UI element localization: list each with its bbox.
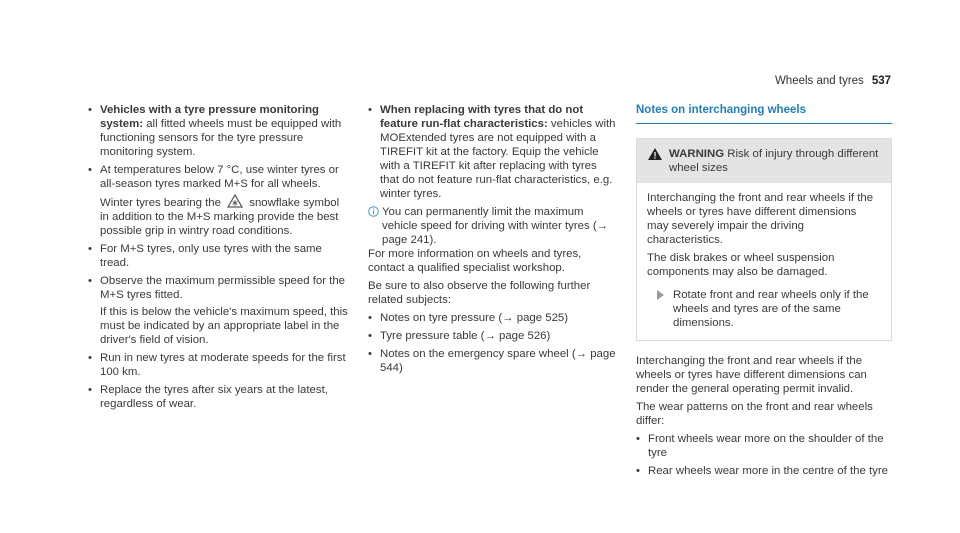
step-text: Rotate front and rear wheels only if the wheels and tyres are of the same dimensions. xyxy=(673,289,869,329)
info-icon xyxy=(368,206,379,217)
bullet: • xyxy=(88,384,92,396)
snowflake-mountain-icon xyxy=(227,194,243,208)
link-item[interactable] xyxy=(368,311,618,325)
page-header xyxy=(775,74,891,88)
section-title: Notes on interchanging wheels xyxy=(636,103,892,124)
warning-paragraph: Interchanging the front and rear wheels if the wheels or tyres have different dimensions may severely impair the driving characteristics. xyxy=(647,192,874,246)
link-item[interactable] xyxy=(368,329,618,343)
bullet: • xyxy=(636,433,640,445)
bullet: • xyxy=(88,243,92,255)
list-item xyxy=(88,274,350,347)
item-text: For M+S tyres, only use tyres with the same tread. xyxy=(100,243,322,269)
link-text[interactable]: Notes on the emergency spare wheel (→ page 544) xyxy=(380,348,616,374)
action-step xyxy=(647,288,881,330)
warning-body xyxy=(637,183,891,340)
page-number: 537 xyxy=(871,75,891,87)
link-item[interactable] xyxy=(368,347,618,375)
list-item xyxy=(88,351,350,379)
item-text: Front wheels wear more on the shoulder of the tyre xyxy=(648,433,884,459)
warning-paragraph: The disk brakes or wheel suspension components may also be damaged. xyxy=(647,252,835,278)
item-subtext xyxy=(100,194,350,238)
warning-label: WARNING xyxy=(669,148,725,160)
bullet: • xyxy=(368,348,372,360)
list-item xyxy=(88,163,350,238)
item-heading: When replacing with tyres that do not feature run-flat characteristics: xyxy=(380,104,584,130)
bullet: • xyxy=(636,465,640,477)
item-text: Rear wheels wear more in the centre of the tyre xyxy=(648,465,888,477)
item-text: Run in new tyres at moderate speeds for the first 100 km. xyxy=(100,352,346,378)
item-heading: Vehicles with a tyre pressure monitoring system: xyxy=(100,104,320,130)
list-item xyxy=(88,103,350,159)
list-item xyxy=(636,464,892,478)
warning-triangle-icon xyxy=(647,147,663,161)
list-item xyxy=(636,432,892,460)
header-title: Wheels and tyres xyxy=(774,75,864,87)
paragraph: The wear patterns on the front and rear wheels differ: xyxy=(636,401,873,427)
item-subtext: If this is below the vehicle's maximum speed, this must be indicated by an appropriate label in the driver's field of vision. xyxy=(100,306,348,346)
item-text: Observe the maximum permissible speed for the M+S tyres fitted. xyxy=(100,275,345,301)
list-item xyxy=(88,383,350,411)
item-text: At temperatures below 7 °C, use winter tyres or all-season tyres marked M+S for all wheels. xyxy=(100,164,339,190)
bullet: • xyxy=(368,330,372,342)
link-text[interactable]: Notes on tyre pressure (→ page 525) xyxy=(380,312,569,324)
paragraph: Be sure to also observe the following further related subjects: xyxy=(368,280,591,306)
play-arrow-icon xyxy=(657,290,664,300)
list-item xyxy=(88,242,350,270)
item-text: Replace the tyres after six years at the latest, regardless of wear. xyxy=(100,384,328,410)
bullet: • xyxy=(88,104,92,116)
note-text: You can permanently limit the maximum vehicle speed for driving with winter tyres (→ page 241). xyxy=(382,206,608,246)
list-item xyxy=(368,103,618,201)
bullet: • xyxy=(368,312,372,324)
paragraph: For more information on wheels and tyres, contact a qualified specialist workshop. xyxy=(368,248,582,274)
column-middle xyxy=(368,103,618,375)
bullet: • xyxy=(88,352,92,364)
info-note xyxy=(368,205,618,247)
column-left xyxy=(88,103,350,411)
column-right xyxy=(636,103,892,478)
subtext-part: Winter tyres bearing the xyxy=(100,197,221,209)
warning-box xyxy=(636,138,892,341)
paragraph: Interchanging the front and rear wheels if the wheels or tyres have different dimensions can render the general operating permit invalid. xyxy=(636,355,867,395)
bullet: • xyxy=(88,275,92,287)
link-text[interactable]: Tyre pressure table (→ page 526) xyxy=(380,330,551,342)
item-text: vehicles with MOExtended tyres are not equipped with a TIREFIT kit at the factory. Equip the vehicle with a TIREFIT kit after replacing with tyres that do not feature run-flat characteristics, e.g. winter tyres. xyxy=(380,118,616,200)
subtext-part: snowflake symbol in addition to the M+S marking provide the best possible grip in wintry road conditions. xyxy=(100,197,340,237)
bullet: • xyxy=(88,164,92,176)
bullet: • xyxy=(368,104,372,116)
warning-header xyxy=(637,139,891,183)
warning-title: Risk of injury through different wheel sizes xyxy=(669,148,879,174)
item-text: all fitted wheels must be equipped with functioning sensors for the tyre pressure monitoring system. xyxy=(100,118,342,158)
